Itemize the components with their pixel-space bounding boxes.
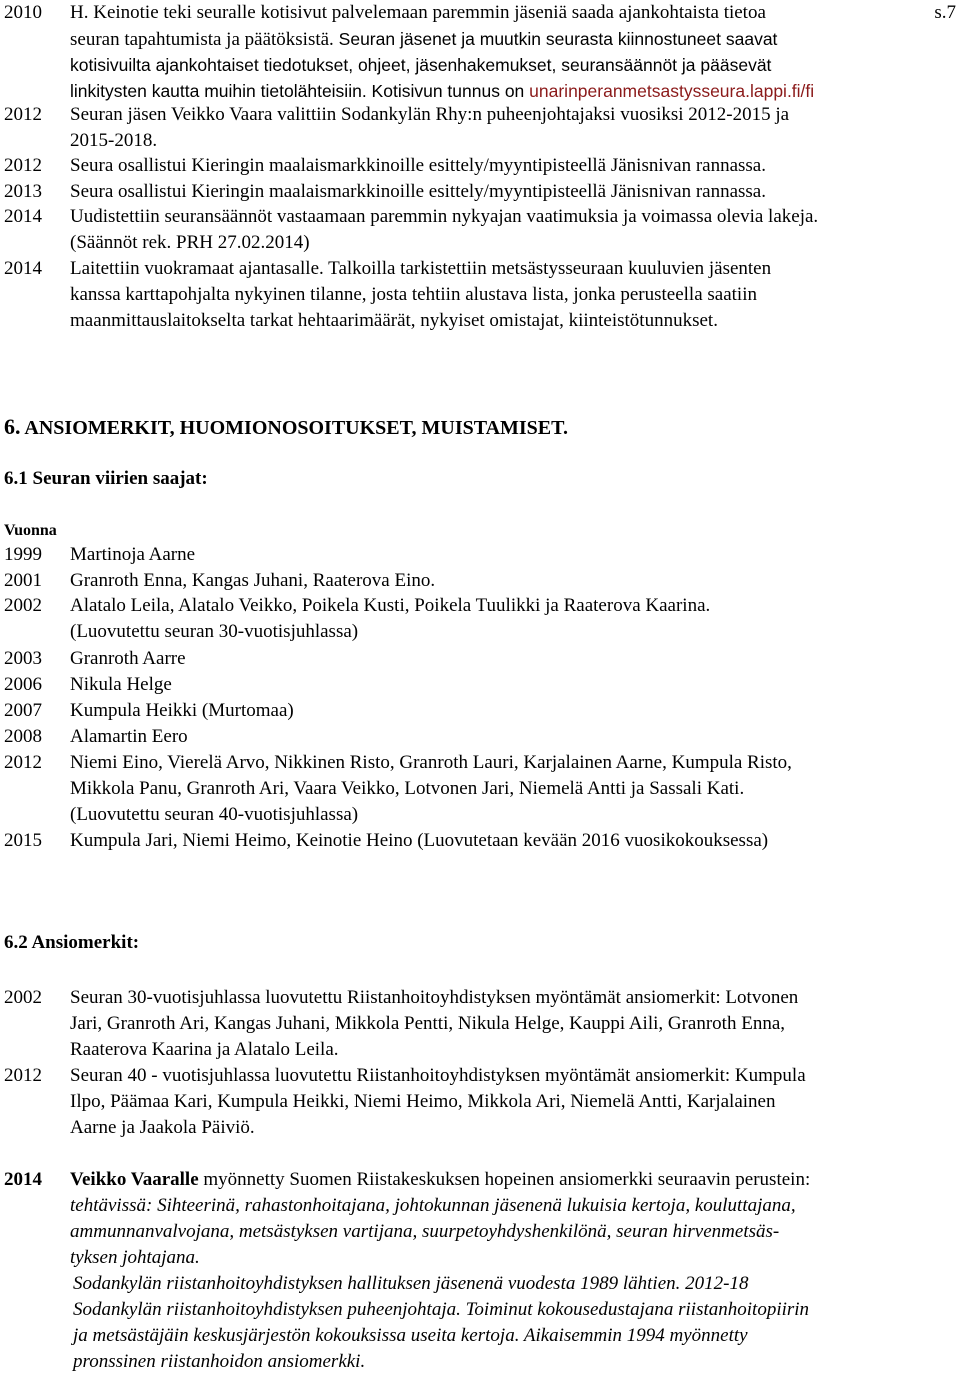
entry-text: ja metsästäjäin keskusjärjestön kokouksissa useita kertoja. Aikaisemmin 1994 myönnetty [73, 1325, 748, 1346]
entry-text: Alamartin Eero [70, 726, 188, 747]
section-6-1-heading: 6.1 Seuran viirien saajat: [4, 468, 208, 489]
entry-year: 2010 [4, 2, 42, 23]
entry-text: ammunnanvalvojana, metsästyksen vartijana, suurpetoyhdyshenkilönä, seuran hirvenmetsäs- [70, 1221, 780, 1242]
entry-text: Jari, Granroth Ari, Kangas Juhani, Mikkola Pentti, Nikula Helge, Kauppi Aili, Granroth Enna, [70, 1013, 786, 1034]
entry-text: Niemi Eino, Vierelä Arvo, Nikkinen Risto, Granroth Lauri, Karjalainen Aarne, Kumpula Risto, [70, 752, 792, 773]
entry-text: (Säännöt rek. PRH 27.02.2014) [70, 232, 310, 253]
entry-text: Mikkola Panu, Granroth Ari, Vaara Veikko, Lotvonen Jari, Niemelä Antti ja Sassali Kati. [70, 778, 745, 799]
entry-text: H. Keinotie teki seuralle kotisivut palvelemaan paremmin jäseniä saada ajankohtaista tietoa [70, 2, 766, 23]
entry-year: 2012 [4, 752, 42, 773]
entry-text: tehtävissä: Sihteerinä, rahastonhoitajana, johtokunnan jäsenenä lukuisia kertoja, kouluttajana, [70, 1195, 796, 1216]
section-6-2-heading: 6.2 Ansiomerkit: [4, 932, 140, 953]
entry-text: Seuran 40 - vuotisjuhlassa luovutettu Riistanhoitoyhdistyksen myöntämät ansiomerkit: Kumpula [70, 1065, 806, 1086]
entry-text: Martinoja Aarne [70, 544, 196, 565]
entry-text: Kumpula Heikki (Murtomaa) [70, 700, 294, 721]
entry-text: Uudistettiin seuransäännöt vastaamaan paremmin nykyajan vaatimuksia ja voimassa olevia lakeja. [70, 206, 819, 227]
entry-year: 2006 [4, 674, 42, 695]
entry-text: Alatalo Leila, Alatalo Veikko, Poikela Kusti, Poikela Tuulikki ja Raaterova Kaarina. [70, 595, 711, 616]
entry-year: 2001 [4, 570, 42, 591]
entry-year: 2014 [4, 206, 42, 227]
entry-text: Seura osallistui Kieringin maalaismarkkinoille esittely/myyntipisteellä Jänisnivan rannassa. [70, 155, 766, 176]
entry-text: Veikko Vaaralle myönnetty Suomen Riistakeskuksen hopeinen ansiomerkki seuraavin perustein: [70, 1169, 811, 1190]
entry-text: Seura osallistui Kieringin maalaismarkkinoille esittely/myyntipisteellä Jänisnivan rannassa. [70, 181, 766, 202]
entry-text: tyksen johtajana. [70, 1247, 200, 1268]
recipient-name: Veikko Vaaralle [70, 1169, 199, 1190]
entry-year: 2015 [4, 830, 42, 851]
entry-text: (Luovutettu seuran 40-vuotisjuhlassa) [70, 804, 359, 825]
entry-year: 2007 [4, 700, 42, 721]
entry-year: 2002 [4, 987, 42, 1008]
entry-year: 2012 [4, 1065, 42, 1086]
entry-text: maanmittauslaitokselta tarkat hehtaarimäärät, nykyiset omistajat, kiinteistötunnukset. [70, 310, 718, 331]
entry-text: Ilpo, Päämaa Kari, Kumpula Heikki, Niemi Heimo, Mikkola Ari, Niemelä Antti, Karjalainen [70, 1091, 776, 1112]
column-header-year: Vuonna [4, 522, 57, 539]
entry-text: Laitettiin vuokramaat ajantasalle. Talkoilla tarkistettiin metsästysseuraan kuuluvien jäsenten [70, 258, 772, 279]
entry-text: Aarne ja Jaakola Päiviö. [70, 1117, 255, 1138]
entry-year: 2013 [4, 181, 42, 202]
entry-text: Granroth Aarre [70, 648, 186, 669]
entry-text: pronssinen riistanhoidon ansiomerkki. [73, 1351, 366, 1372]
homepage-link[interactable]: unarinperanmetsastysseura.lappi.fi/fi [529, 81, 815, 101]
entry-year: 2012 [4, 104, 42, 125]
entry-year: 1999 [4, 544, 42, 565]
entry-year: 2014 [4, 1169, 42, 1190]
entry-text: Sodankylän riistanhoitoyhdistyksen puheenjohtaja. Toiminut kokousedustajana riistanhoitopiirin [73, 1299, 810, 1320]
entry-text: Seuran jäsen Veikko Vaara valittiin Sodankylän Rhy:n puheenjohtajaksi vuosiksi 2012-2015 ja [70, 104, 790, 125]
page-number: s.7 [934, 2, 956, 23]
entry-text: Raaterova Kaarina ja Alatalo Leila. [70, 1039, 339, 1060]
entry-text: Kumpula Jari, Niemi Heimo, Keinotie Heino (Luovutetaan kevään 2016 vuosikokouksessa) [70, 830, 769, 851]
entry-text: (Luovutettu seuran 30-vuotisjuhlassa) [70, 621, 359, 642]
entry-year: 2008 [4, 726, 42, 747]
entry-text: kotisivuilta ajankohtaiset tiedotukset, ohjeet, jäsenhakemukset, seuransäännöt ja pääsevät [70, 55, 772, 75]
entry-text: kanssa karttapohjalta nykyinen tilanne, josta tehtiin alustava lista, jonka perusteella saatiin [70, 284, 757, 305]
entry-text: 2015-2018. [70, 130, 158, 151]
entry-text: seuran tapahtumista ja päätöksistä. Seuran jäsenet ja muutkin seurasta kiinnostuneet saavat [70, 29, 778, 50]
entry-year: 2003 [4, 648, 42, 669]
entry-text: Nikula Helge [70, 674, 172, 695]
entry-text: Seuran 30-vuotisjuhlassa luovutettu Riistanhoitoyhdistyksen myöntämät ansiomerkit: Lotvonen [70, 987, 799, 1008]
entry-text: Sodankylän riistanhoitoyhdistyksen hallituksen jäsenenä vuodesta 1989 lähtien. 2012-18 [73, 1273, 749, 1294]
entry-year: 2014 [4, 258, 42, 279]
entry-text: linkitysten kautta muihin tietolähteisiin. Kotisivun tunnus on unarinperanmetsastysseura.lappi.fi/fi [70, 81, 815, 101]
entry-year: 2002 [4, 595, 42, 616]
entry-text: Granroth Enna, Kangas Juhani, Raaterova Eino. [70, 570, 436, 591]
entry-year: 2012 [4, 155, 42, 176]
section-6-heading: 6. ANSIOMERKIT, HUOMIONOSOITUKSET, MUISTAMISET. [4, 414, 568, 439]
